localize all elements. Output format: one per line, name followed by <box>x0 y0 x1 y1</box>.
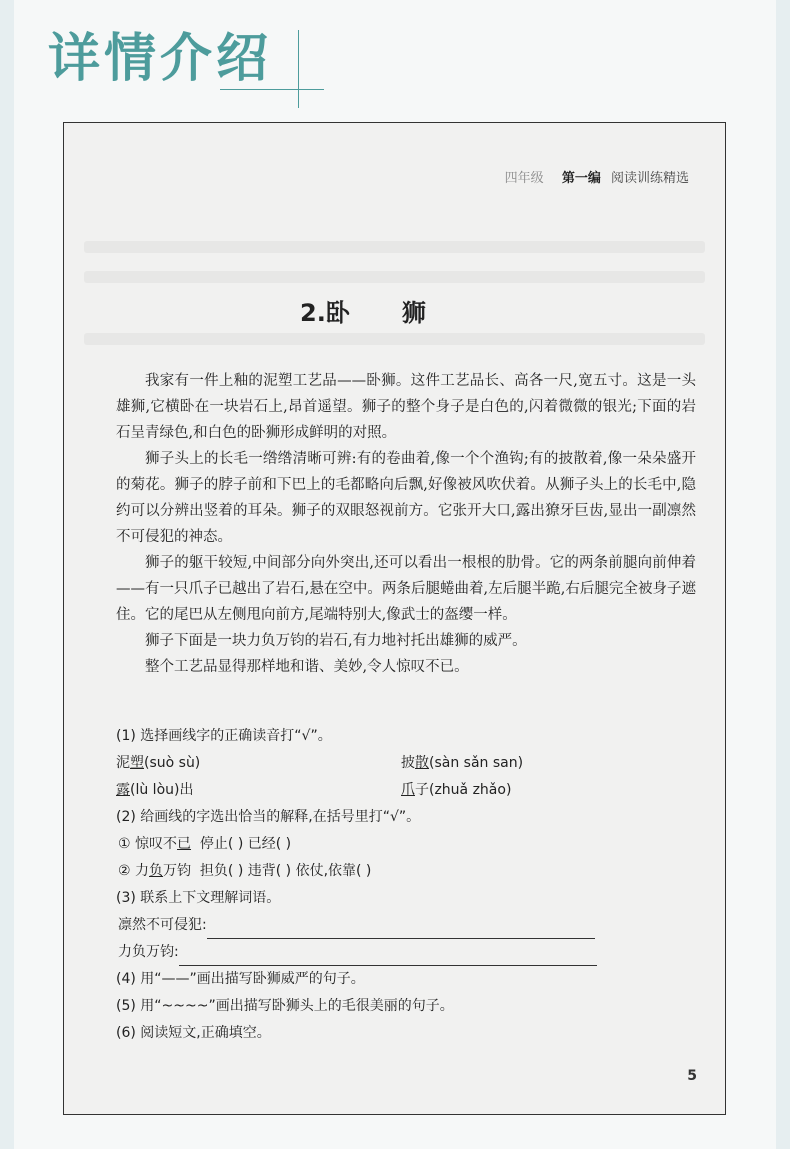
exercise-section <box>116 723 696 1047</box>
chapter-title <box>300 293 426 328</box>
question-1: (1) 选择画线字的正确读音打“√”。 <box>116 728 332 744</box>
q1-d-options: 子(zhuǎ zhǎo) <box>415 782 512 798</box>
q1-a-options: (suò sù) <box>144 755 201 771</box>
q3-b-label: 力负万钧: <box>118 944 179 960</box>
passage-paragraph: 整个工艺品显得那样地和谐、美妙,令人惊叹不已。 <box>145 659 469 675</box>
question-1-row-b <box>116 777 696 804</box>
question-1-row-a <box>116 750 696 777</box>
q1-d-underlined: 爪 <box>401 782 415 798</box>
q1-b <box>401 750 523 777</box>
question-2-item-b <box>116 858 696 885</box>
question-3: (3) 联系上下文理解词语。 <box>116 890 281 906</box>
q2-b-underlined: 负 <box>149 863 164 879</box>
question-2: (2) 给画线的字选出恰当的解释,在括号里打“√”。 <box>116 809 421 825</box>
book-page-scan <box>63 122 726 1115</box>
q2-a-underlined: 已 <box>177 836 192 852</box>
bleed-through-line <box>84 333 705 345</box>
passage-paragraph: 狮子头上的长毛一绺绺清晰可辨:有的卷曲着,像一个个渔钩;有的披散着,像一朵朵盛开的菊花。狮子的脖子前和下巴上的毛都略向后飘,好像被风吹伏着。从狮子头上的长毛中,隐约可以分辨出竖着的耳朵。狮子的双眼怒视前方。它张开大口,露出獠牙巨齿,显出一副凛然不可侵犯的神态。 <box>116 451 696 545</box>
running-head-subtitle: 阅读训练精选 <box>610 171 689 186</box>
header-divider-horizontal <box>220 89 324 90</box>
passage-paragraph: 狮子下面是一块力负万钧的岩石,有力地衬托出雄狮的威严。 <box>145 633 527 649</box>
q2-b-suffix: 万钧 <box>163 863 192 879</box>
running-head-section: 第一编 <box>561 171 601 186</box>
q2-a-choices: 停止( ) 已经( ) <box>199 836 292 852</box>
q1-d <box>401 777 511 804</box>
q2-a-prefix: ① 惊叹不 <box>118 836 178 852</box>
side-stripe-left <box>0 0 14 1149</box>
question-5: (5) 用“~~~~”画出描写卧狮头上的毛很美丽的句子。 <box>116 998 454 1014</box>
passage-paragraph: 我家有一件上釉的泥塑工艺品——卧狮。这件工艺品长、高各一尺,宽五寸。这是一头雄狮,它横卧在一块岩石上,昂首遥望。狮子的整个身子是白色的,闪着微微的银光;下面的岩石呈青绿色,和白色的卧狮形成鲜明的对照。 <box>116 373 696 441</box>
chapter-title-number-word: 2.卧 <box>300 299 350 327</box>
q1-b-options: (sàn sǎn san) <box>429 755 524 771</box>
q1-b-word: 披 <box>401 755 415 771</box>
answer-blank-line[interactable] <box>179 947 597 966</box>
page-header-title: 详情介绍 <box>48 29 273 89</box>
answer-blank-line[interactable] <box>207 920 595 939</box>
q1-c-options: (lù lòu)出 <box>130 782 194 798</box>
q1-a-underlined: 塑 <box>130 755 144 771</box>
side-stripe-right <box>776 0 790 1149</box>
question-3-item-a <box>116 912 696 939</box>
q2-b-choices: 担负( ) 违背( ) 依仗,依靠( ) <box>199 863 372 879</box>
reading-passage <box>116 368 696 680</box>
question-3-item-b <box>116 939 696 966</box>
q2-b-prefix: ② 力 <box>118 863 150 879</box>
bleed-through-line <box>84 271 705 283</box>
running-head-grade: 四年级 <box>504 171 544 186</box>
chapter-title-second-word: 狮 <box>401 299 426 327</box>
question-4: (4) 用“——”画出描写卧狮威严的句子。 <box>116 971 365 987</box>
page-number: 5 <box>687 1068 697 1084</box>
bleed-through-line <box>84 241 705 253</box>
q3-a-label: 凛然不可侵犯: <box>118 917 207 933</box>
question-2-item-a <box>116 831 696 858</box>
header-divider-vertical <box>298 30 299 108</box>
passage-paragraph: 狮子的躯干较短,中间部分向外突出,还可以看出一根根的肋骨。它的两条前腿向前伸着——有一只爪子已越出了岩石,悬在空中。两条后腿蜷曲着,左后腿半跪,右后腿完全被身子遮住。它的尾巴从左侧甩向前方,尾端特别大,像武士的盔缨一样。 <box>116 555 696 623</box>
question-6: (6) 阅读短文,正确填空。 <box>116 1025 271 1041</box>
q1-c-underlined: 露 <box>116 782 130 798</box>
q1-a-word: 泥 <box>116 755 130 771</box>
running-head <box>505 167 689 186</box>
q1-b-underlined: 散 <box>415 755 429 771</box>
